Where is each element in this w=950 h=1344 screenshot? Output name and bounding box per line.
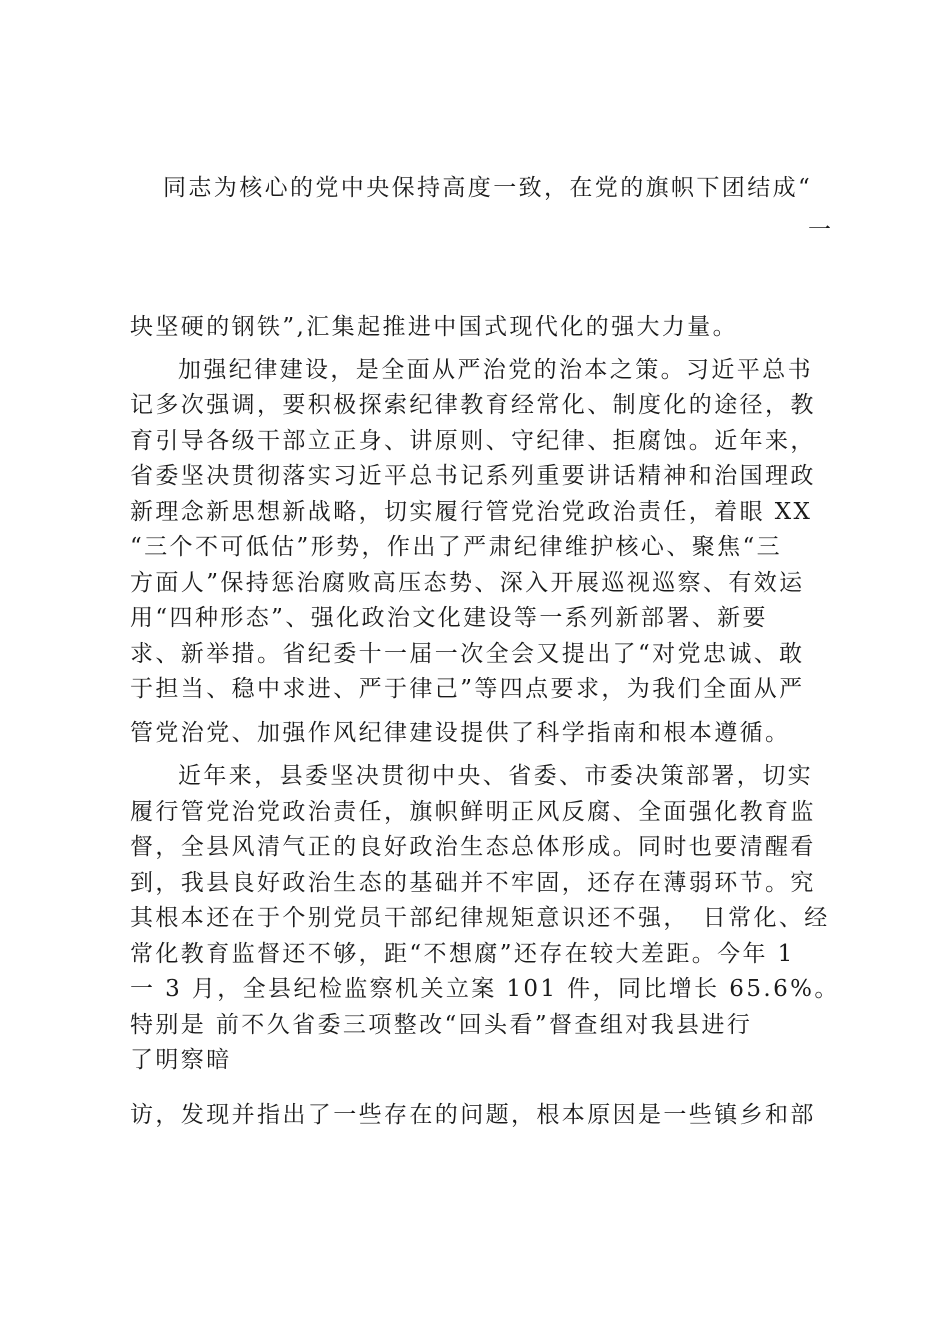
text-line: 同志为核心的党中央保持高度一致，在党的旗帜下团结成“: [163, 175, 813, 201]
text-line: “三个不可低估”形势，作出了严肃纪律维护核心、聚焦“三: [130, 534, 783, 560]
text-line: 加强纪律建设，是全面从严治党的治本之策。习近平总书: [178, 357, 813, 383]
text-line: 管党治党、加强作风纪律建设提供了科学指南和根本遵循。: [130, 720, 791, 746]
text-line: 一 3 月，全县纪检监察机关立案 101 件，同比增长 65.6%。: [130, 976, 840, 1002]
text-line: 了明察暗: [130, 1047, 232, 1073]
text-line: 一: [808, 217, 834, 243]
text-line: 访，发现并指出了一些存在的问题，根本原因是一些镇乡和部: [130, 1102, 816, 1128]
text-line: 记多次强调，要积极探索纪律教育经常化、制度化的途径，教: [130, 392, 816, 418]
text-line: 到，我县良好政治生态的基础并不牢固，还存在薄弱环节。究: [130, 870, 816, 896]
text-line: 块坚硬的钢铁”,汇集起推进中国式现代化的强大力量。: [130, 314, 739, 340]
text-line: 新理念新思想新战略，切实履行管党治党政治责任，着眼 XX: [130, 499, 813, 525]
text-line: 督，全县风清气正的良好政治生态总体形成。同时也要清醒看: [130, 834, 816, 860]
text-line: 其根本还在于个别党员干部纪律规矩意识还不强， 日常化、经: [130, 905, 830, 931]
text-line: 于担当、稳中求进、严于律己”等四点要求，为我们全面从严: [130, 676, 805, 702]
text-line: 近年来，县委坚决贯彻中央、省委、市委决策部署，切实: [178, 763, 813, 789]
text-line: 求、新举措。省纪委十一届一次全会又提出了“对党忠诚、敢: [130, 641, 805, 667]
text-line: 特别是 前不久省委三项整改“回头看”督查组对我县进行: [130, 1012, 753, 1038]
text-line: 常化教育监督还不够，距“不想腐”还存在较大差距。今年 1: [130, 941, 795, 967]
text-line: 履行管党治党政治责任，旗帜鲜明正风反腐、全面强化教育监: [130, 799, 816, 825]
text-line: 省委坚决贯彻落实习近平总书记系列重要讲话精神和治国理政: [130, 463, 816, 489]
text-line: 方面人”保持惩治腐败高压态势、深入开展巡视巡察、有效运: [130, 570, 805, 596]
text-line: 育引导各级干部立正身、讲原则、守纪律、拒腐蚀。近年来，: [130, 428, 816, 454]
text-line: 用“四种形态”、强化政治文化建设等一系列新部署、新要: [130, 605, 768, 631]
